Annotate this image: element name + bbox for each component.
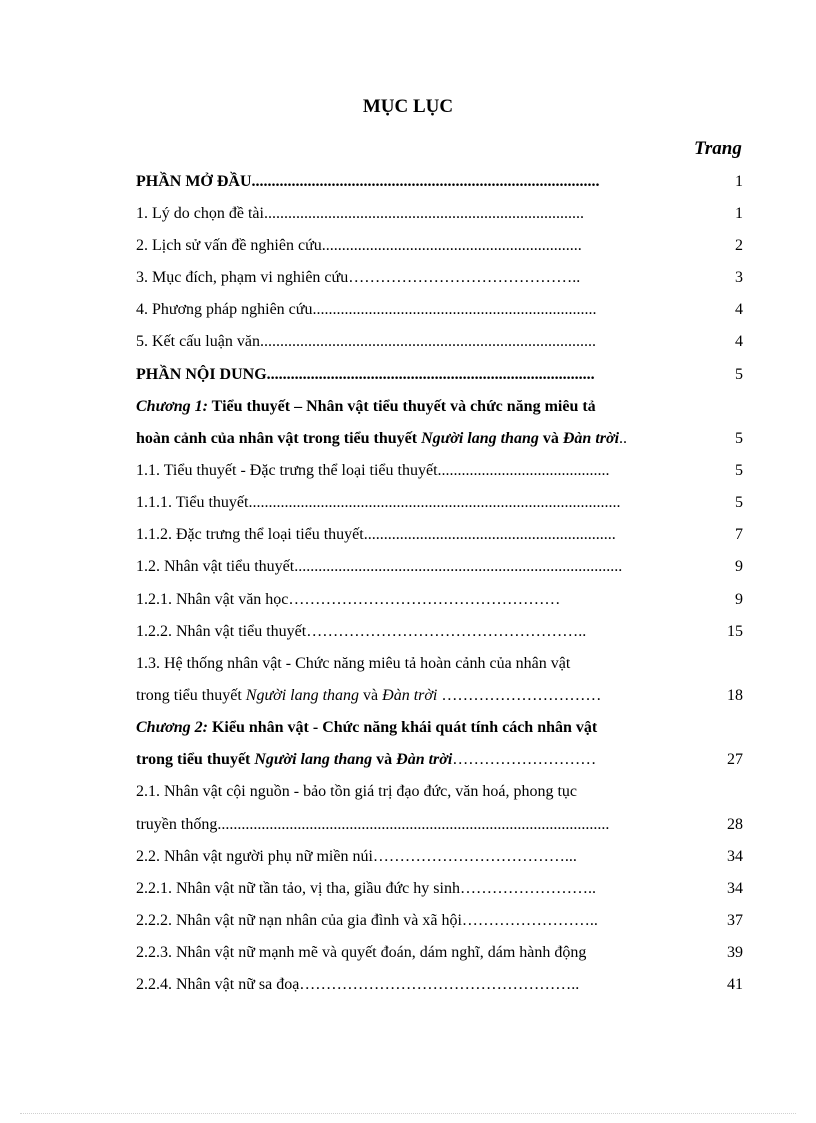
- toc-entry-page: 5: [735, 430, 743, 447]
- toc-entry-text: truyền thống..................................................................................................: [136, 816, 610, 833]
- toc-entry: [136, 650, 743, 678]
- toc-entry: [136, 971, 743, 999]
- toc-entry-page: 9: [735, 591, 743, 608]
- toc-entry: [136, 489, 743, 517]
- chapter-title: Tiểu thuyết – Nhân vật tiểu thuyết và chức năng miêu tả: [207, 398, 596, 415]
- toc-entry-text: 3. Mục đích, phạm vi nghiên cứu……………………………………..: [136, 269, 581, 286]
- chapter-title-cont: trong tiểu thuyết: [136, 751, 255, 768]
- page-bottom-rule: [20, 1113, 796, 1114]
- toc-entry-text: [136, 425, 627, 453]
- toc-chapter2-line1: [136, 714, 743, 742]
- toc-entry-text: 5. Kết cấu luận văn....................................................................................: [136, 333, 596, 350]
- toc-entry-text: [136, 714, 597, 742]
- toc-entry: [136, 875, 743, 903]
- toc-entry-page: 34: [727, 848, 743, 865]
- toc-entry: [136, 778, 743, 806]
- toc-entry-page: 9: [735, 558, 743, 575]
- work-title: Người lang thang: [421, 430, 539, 447]
- toc-entry: [136, 200, 743, 228]
- toc-entry: [136, 521, 743, 549]
- toc-entry: [136, 264, 743, 292]
- toc-entry-page: 2: [735, 237, 743, 254]
- page-column-header: Trang: [694, 138, 742, 159]
- toc-entry: [136, 811, 743, 839]
- toc-entry-text: 1.1.2. Đặc trưng thể loại tiểu thuyết...............................................................: [136, 526, 616, 543]
- toc-entry-text: 1.2.1. Nhân vật văn học……………………………………………: [136, 591, 561, 608]
- toc-entry: [136, 328, 743, 356]
- toc-entry-text: 2.2.1. Nhân vật nữ tần tảo, vị tha, giầu đức hy sinh……………………..: [136, 880, 596, 897]
- toc-chapter2-line2: [136, 746, 743, 774]
- toc-entry-text: PHẦN MỞ ĐẦU.......................................................................................: [136, 173, 600, 190]
- work-title: Người lang thang: [245, 687, 360, 704]
- dots: ..: [619, 430, 628, 447]
- toc-entry-text: 2.1. Nhân vật cội nguồn - bảo tồn giá trị đạo đức, văn hoá, phong tục: [136, 783, 578, 800]
- toc-entry-phan-mo-dau: [136, 168, 743, 196]
- conj: và: [372, 751, 397, 768]
- toc-entry: [136, 843, 743, 871]
- toc-entry-text: 2.2.2. Nhân vật nữ nạn nhân của gia đình và xã hội……………………..: [136, 912, 598, 929]
- toc-entry-page: 3: [735, 269, 743, 286]
- toc-entry-page: 41: [727, 976, 743, 993]
- toc-entry: [136, 553, 743, 581]
- toc-entry-text: 1.1.1. Tiểu thuyết.............................................................................................: [136, 494, 621, 511]
- toc-entry-page: 37: [727, 912, 743, 929]
- toc-entry: [136, 907, 743, 935]
- toc-entry-text: [136, 682, 601, 710]
- toc-entry-page: 34: [727, 880, 743, 897]
- toc-entry: [136, 457, 743, 485]
- dots: ………………………: [452, 751, 597, 768]
- toc-entry-text: 2.2. Nhân vật người phụ nữ miền núi………………………………...: [136, 848, 577, 865]
- chapter-title-cont: hoàn cảnh của nhân vật trong tiểu thuyết: [136, 430, 422, 447]
- toc-entry-text: 1.2.2. Nhân vật tiểu thuyết……………………………………………..: [136, 623, 587, 640]
- toc-entry-page: 15: [727, 623, 743, 640]
- toc-entry: [136, 618, 743, 646]
- chapter-label: Chương 1:: [136, 398, 208, 415]
- toc-entry-text: [136, 746, 596, 774]
- toc-entry-phan-noi-dung: [136, 361, 743, 389]
- toc-entry-page: 28: [727, 816, 743, 833]
- toc-entry-page: 5: [735, 462, 743, 479]
- entry-text-cont: trong tiểu thuyết: [136, 687, 246, 704]
- conj: và: [538, 430, 563, 447]
- toc-chapter1-line1: [136, 393, 743, 421]
- toc-entry-page: 5: [735, 494, 743, 511]
- toc-entry-text: PHẦN NỘI DUNG..................................................................................: [136, 366, 595, 383]
- toc-entry-page: 39: [727, 944, 743, 961]
- toc-entry-page: 7: [735, 526, 743, 543]
- toc-entry: [136, 296, 743, 324]
- work-title: Đàn trời: [396, 751, 453, 768]
- work-title: Đàn trời: [382, 687, 438, 704]
- toc-entry-text: 2.2.3. Nhân vật nữ mạnh mẽ và quyết đoán, dám nghĩ, dám hành động: [136, 944, 587, 961]
- toc-entry-text: 1.2. Nhân vật tiểu thuyết..................................................................................: [136, 558, 623, 575]
- work-title: Đàn trời: [562, 430, 620, 447]
- toc-entry-text: 2. Lịch sử vấn đề nghiên cứu.................................................................: [136, 237, 582, 254]
- work-title: Người lang thang: [254, 751, 373, 768]
- toc-chapter1-line2: [136, 425, 743, 453]
- toc-entry: [136, 232, 743, 260]
- toc-entry: [136, 586, 743, 614]
- toc-section13-line2: [136, 682, 743, 710]
- toc-entry-text: 4. Phương pháp nghiên cứu.......................................................................: [136, 301, 597, 318]
- toc-entry: [136, 939, 743, 967]
- toc-entry-page: 27: [727, 751, 743, 768]
- toc-entry-page: 1: [735, 173, 743, 190]
- toc-entry-text: 2.2.4. Nhân vật nữ sa đoạ……………………………………………..: [136, 976, 580, 993]
- toc-title: MỤC LỤC: [362, 96, 454, 117]
- toc-entry-page: 18: [727, 687, 743, 704]
- chapter-title: Kiểu nhân vật - Chức năng khái quát tính cách nhân vật: [207, 719, 598, 736]
- dots: …………………………: [437, 687, 602, 704]
- toc-entry-page: 5: [735, 366, 743, 383]
- chapter-label: Chương 2:: [136, 719, 208, 736]
- toc-entry-text: 1.1. Tiểu thuyết - Đặc trưng thể loại tiểu thuyết...........................................: [136, 462, 610, 479]
- toc-entry-text: 1.3. Hệ thống nhân vật - Chức năng miêu tả hoàn cảnh của nhân vật: [136, 655, 571, 672]
- toc-entry-page: 1: [735, 205, 743, 222]
- toc-entry-page: 4: [735, 333, 743, 350]
- toc-entry-text: 1. Lý do chọn đề tài................................................................................: [136, 205, 584, 222]
- conj: và: [359, 687, 383, 704]
- toc-entry-page: 4: [735, 301, 743, 318]
- toc-entry-text: [136, 393, 596, 421]
